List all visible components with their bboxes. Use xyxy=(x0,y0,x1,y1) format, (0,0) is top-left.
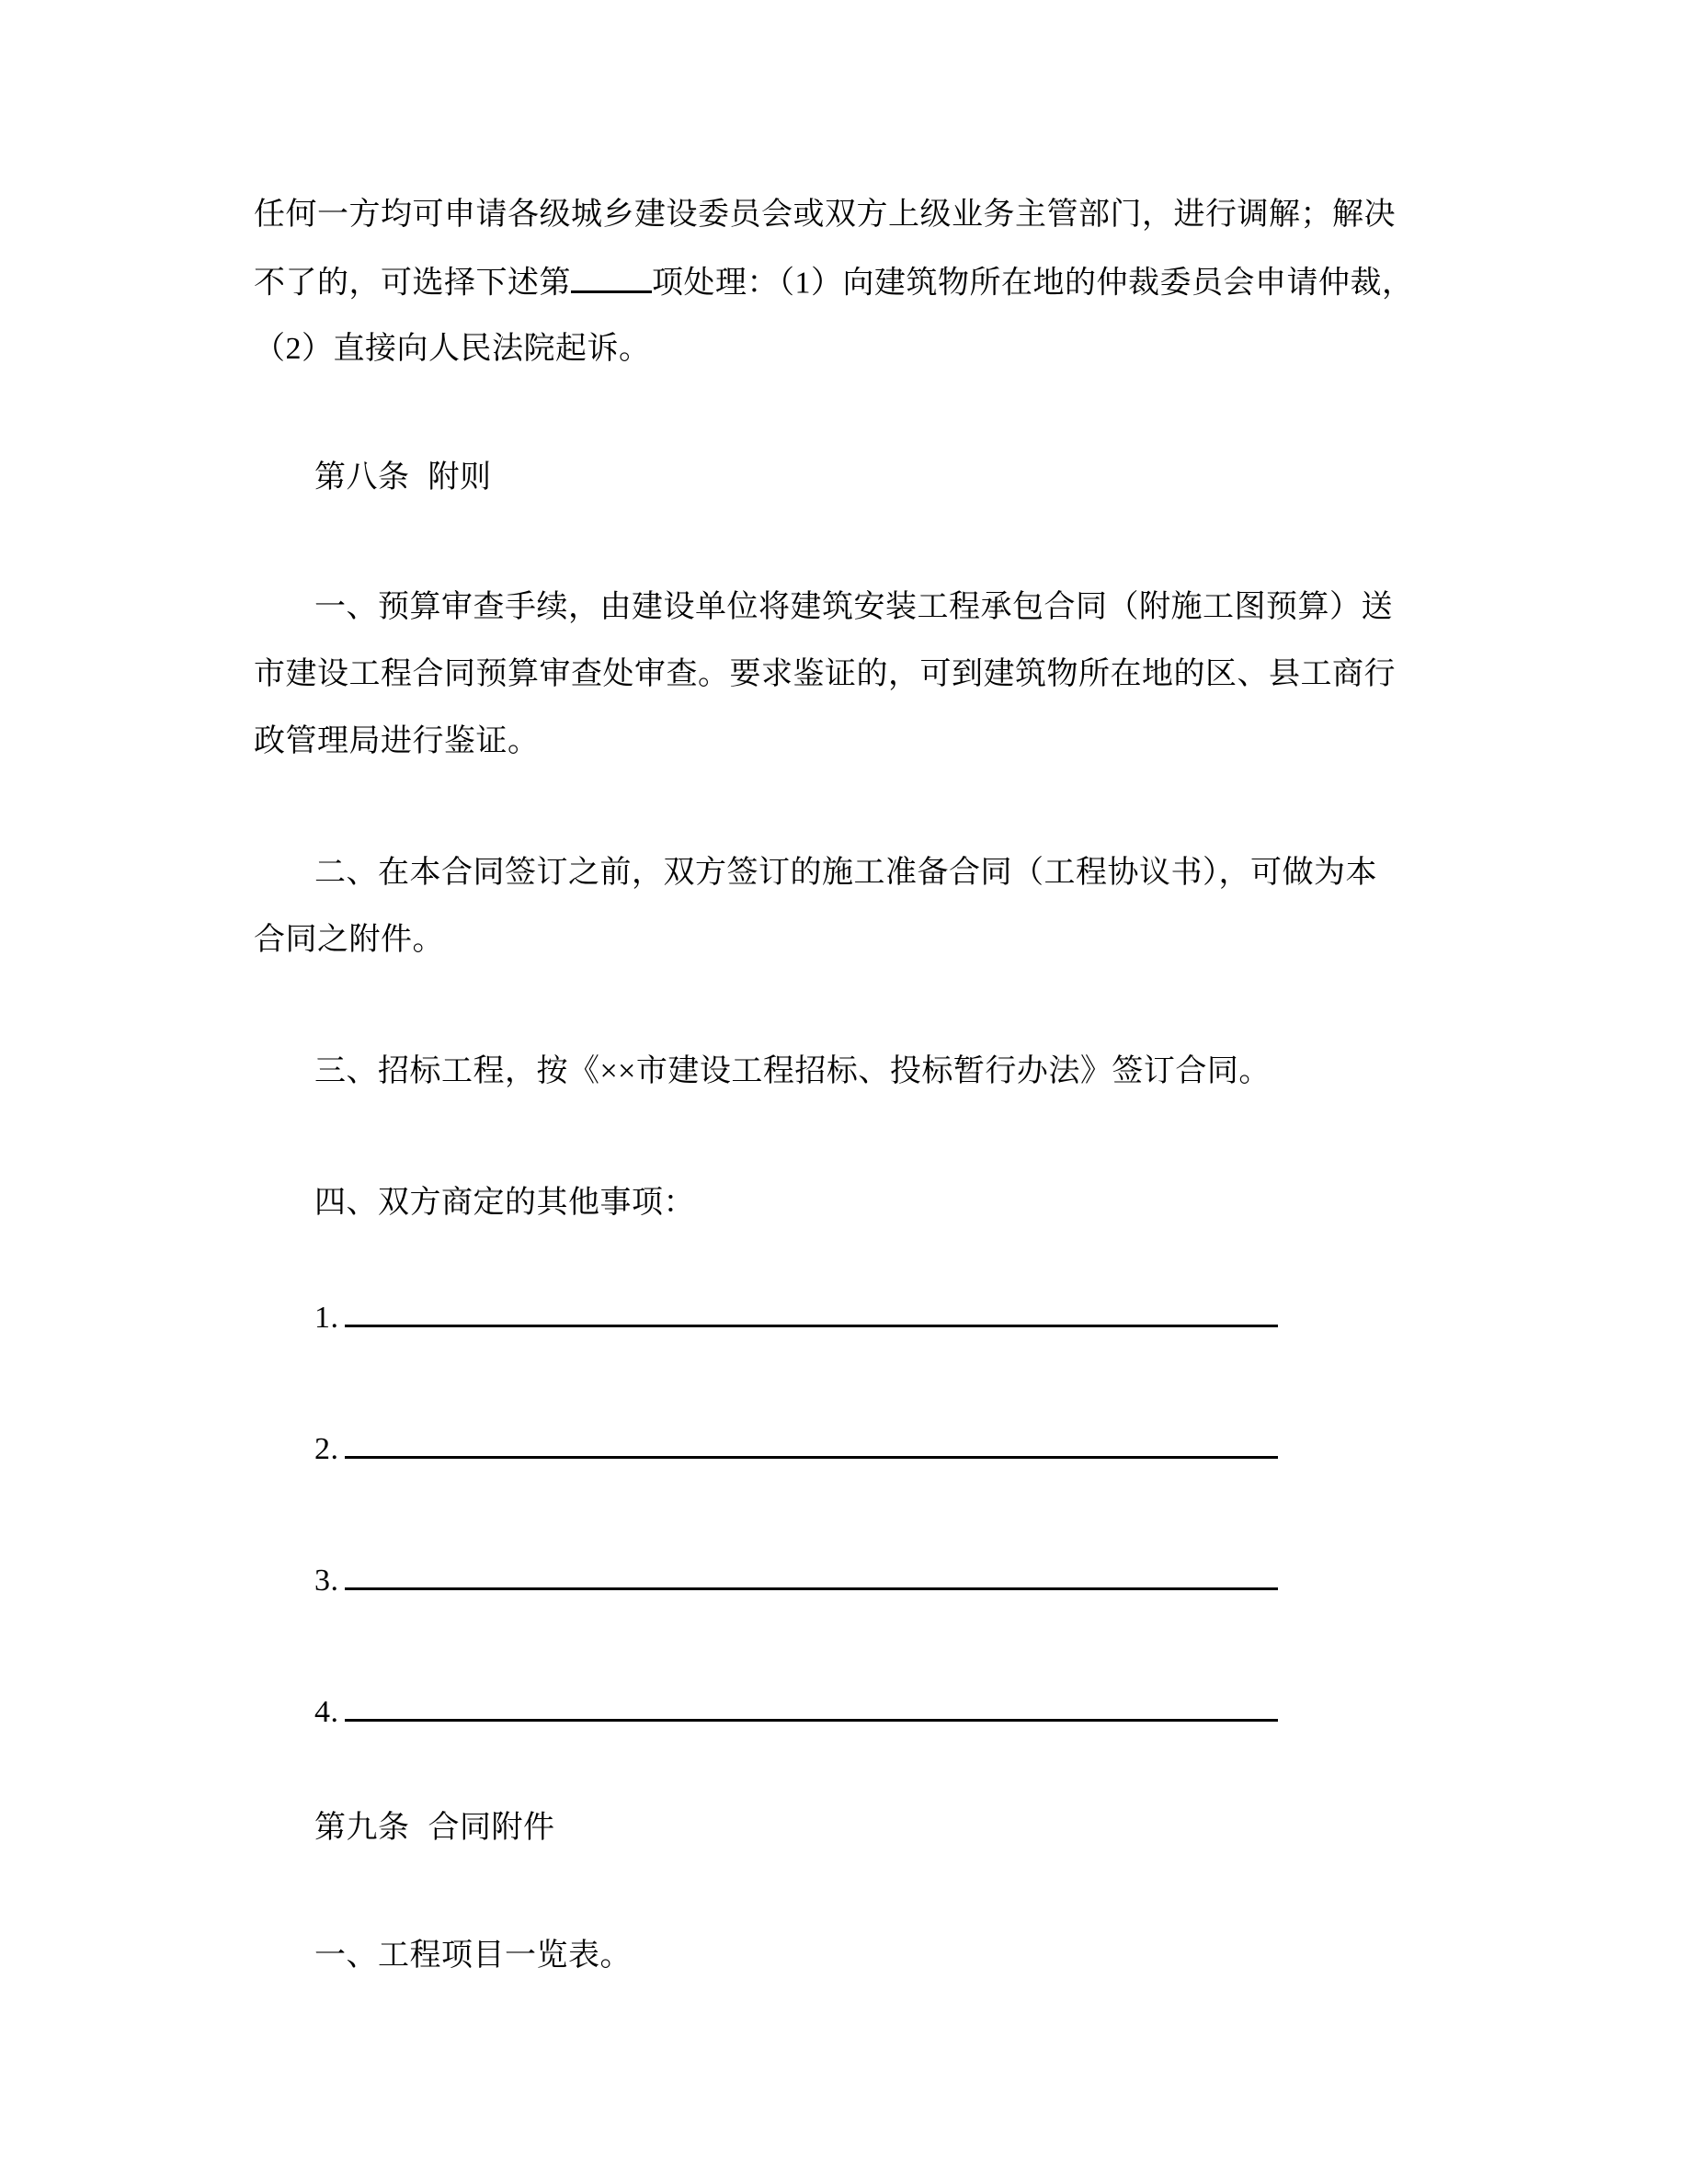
fill-in-line-2-underline xyxy=(345,1428,1278,1459)
text-before-blank: 不了的，可选择下述第 xyxy=(254,266,571,301)
article8-clause2-line2: 合同之附件。 xyxy=(254,923,444,957)
article9-title: 合同附件 xyxy=(428,1811,555,1845)
article8-clause1-line3: 政管理局进行鉴证。 xyxy=(254,724,540,758)
article8-number: 第八条 xyxy=(314,461,410,495)
article9-heading xyxy=(314,1808,555,1848)
article9-clause1: 一、工程项目一览表。 xyxy=(314,1939,632,1973)
article8-heading xyxy=(314,458,492,498)
paragraph-intro-line3: （2）直接向人民法院起诉。 xyxy=(254,332,651,366)
fill-in-blank-option xyxy=(571,262,652,293)
article8-clause1-line1: 一、预算审查手续，由建设单位将建筑安装工程承包合同（附施工图预算）送 xyxy=(314,590,1393,624)
fill-in-line-4-number: 4. xyxy=(314,1694,339,1729)
article9-number: 第九条 xyxy=(314,1811,410,1845)
fill-in-line-1-underline xyxy=(345,1296,1278,1327)
paragraph-intro-line1: 任何一方均可申请各级城乡建设委员会或双方上级业务主管部门，进行调解；解决 xyxy=(254,198,1396,232)
paragraph-intro-line2 xyxy=(254,262,1414,304)
fill-in-line-3 xyxy=(314,1559,1278,1601)
article8-clause3: 三、招标工程，按《××市建设工程招标、投标暂行办法》签订合同。 xyxy=(314,1054,1271,1088)
fill-in-line-3-underline xyxy=(345,1559,1278,1590)
fill-in-line-4-underline xyxy=(345,1690,1278,1722)
fill-in-line-4 xyxy=(314,1690,1278,1733)
text-after-blank: 项处理：（1）向建筑物所在地的仲裁委员会申请仲裁， xyxy=(652,266,1414,301)
fill-in-line-1 xyxy=(314,1296,1278,1338)
fill-in-line-2-number: 2. xyxy=(314,1431,339,1466)
article8-title: 附则 xyxy=(428,461,492,495)
article8-clause2-line1: 二、在本合同签订之前，双方签订的施工准备合同（工程协议书），可做为本 xyxy=(314,856,1377,890)
article8-clause1-line2: 市建设工程合同预算审查处审查。要求鉴证的，可到建筑物所在地的区、县工商行 xyxy=(254,657,1396,691)
fill-in-line-3-number: 3. xyxy=(314,1563,339,1598)
fill-in-line-2 xyxy=(314,1428,1278,1470)
article8-clause4: 四、双方商定的其他事项： xyxy=(314,1186,695,1220)
fill-in-line-1-number: 1. xyxy=(314,1300,339,1335)
